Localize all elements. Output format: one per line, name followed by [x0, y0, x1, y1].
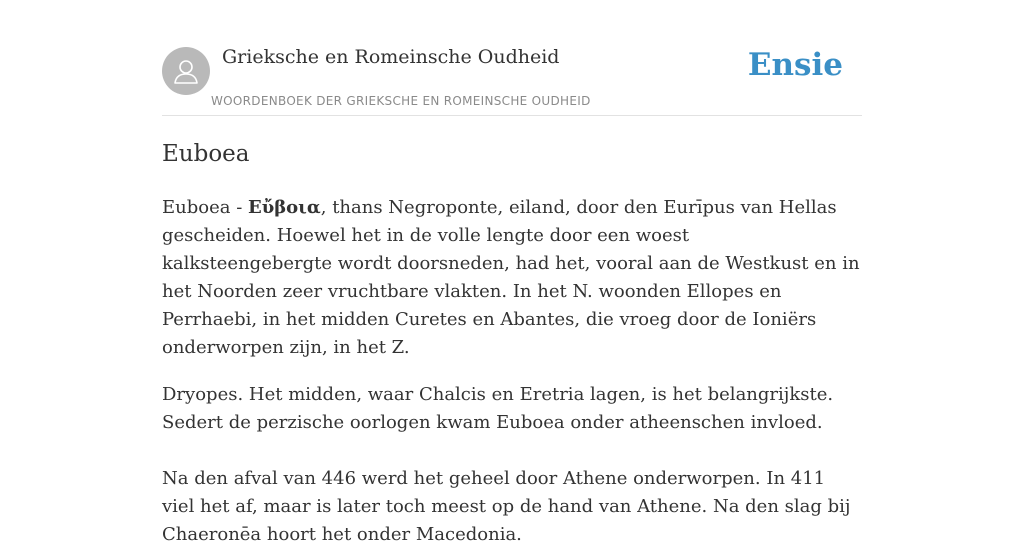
site-name[interactable]: Grieksche en Romeinsche Oudheid	[222, 46, 560, 68]
avatar[interactable]	[162, 47, 210, 95]
article	[162, 138, 862, 549]
article-title: Euboea	[162, 141, 250, 167]
article-paragraph-2: Dryopes. Het midden, waar Chalcis en Eretria lagen, is het belangrijkste. Sedert de perzische oorlogen kwam Euboea onder atheenschen invloed.	[162, 384, 834, 433]
article-lead: Euboea -	[162, 197, 249, 218]
ensie-logo[interactable]: Ensie	[747, 47, 843, 83]
article-paragraph-1	[162, 194, 862, 362]
article-paragraph-3: Na den afval van 446 werd het geheel door Athene onderworpen. In 411 viel het af, maar is later toch meest op de hand van Athene. Na den slag bij Chaeronēa hoort het onder Macedonia.	[162, 468, 851, 545]
article-paragraph-1-text: , thans Negroponte, eiland, door den Eurīpus van Hellas gescheiden. Hoewel het in de volle lengte door een woest kalksteengebergte wordt doorsneden, had het, vooral aan de Westkust en in het Noorden zeer vruchtbare vlakten. In het N. woonden Ellopes en Perrhaebi, in het midden Curetes en Abantes, die vroeg door de Ioniërs onderworpen zijn, in het Z.	[162, 197, 860, 358]
greek-name: Εὔβοια	[248, 197, 321, 218]
site-subtitle[interactable]: WOORDENBOEK DER GRIEKSCHE EN ROMEINSCHE OUDHEID	[211, 94, 591, 108]
user-icon	[171, 56, 201, 86]
site-header	[162, 0, 862, 116]
